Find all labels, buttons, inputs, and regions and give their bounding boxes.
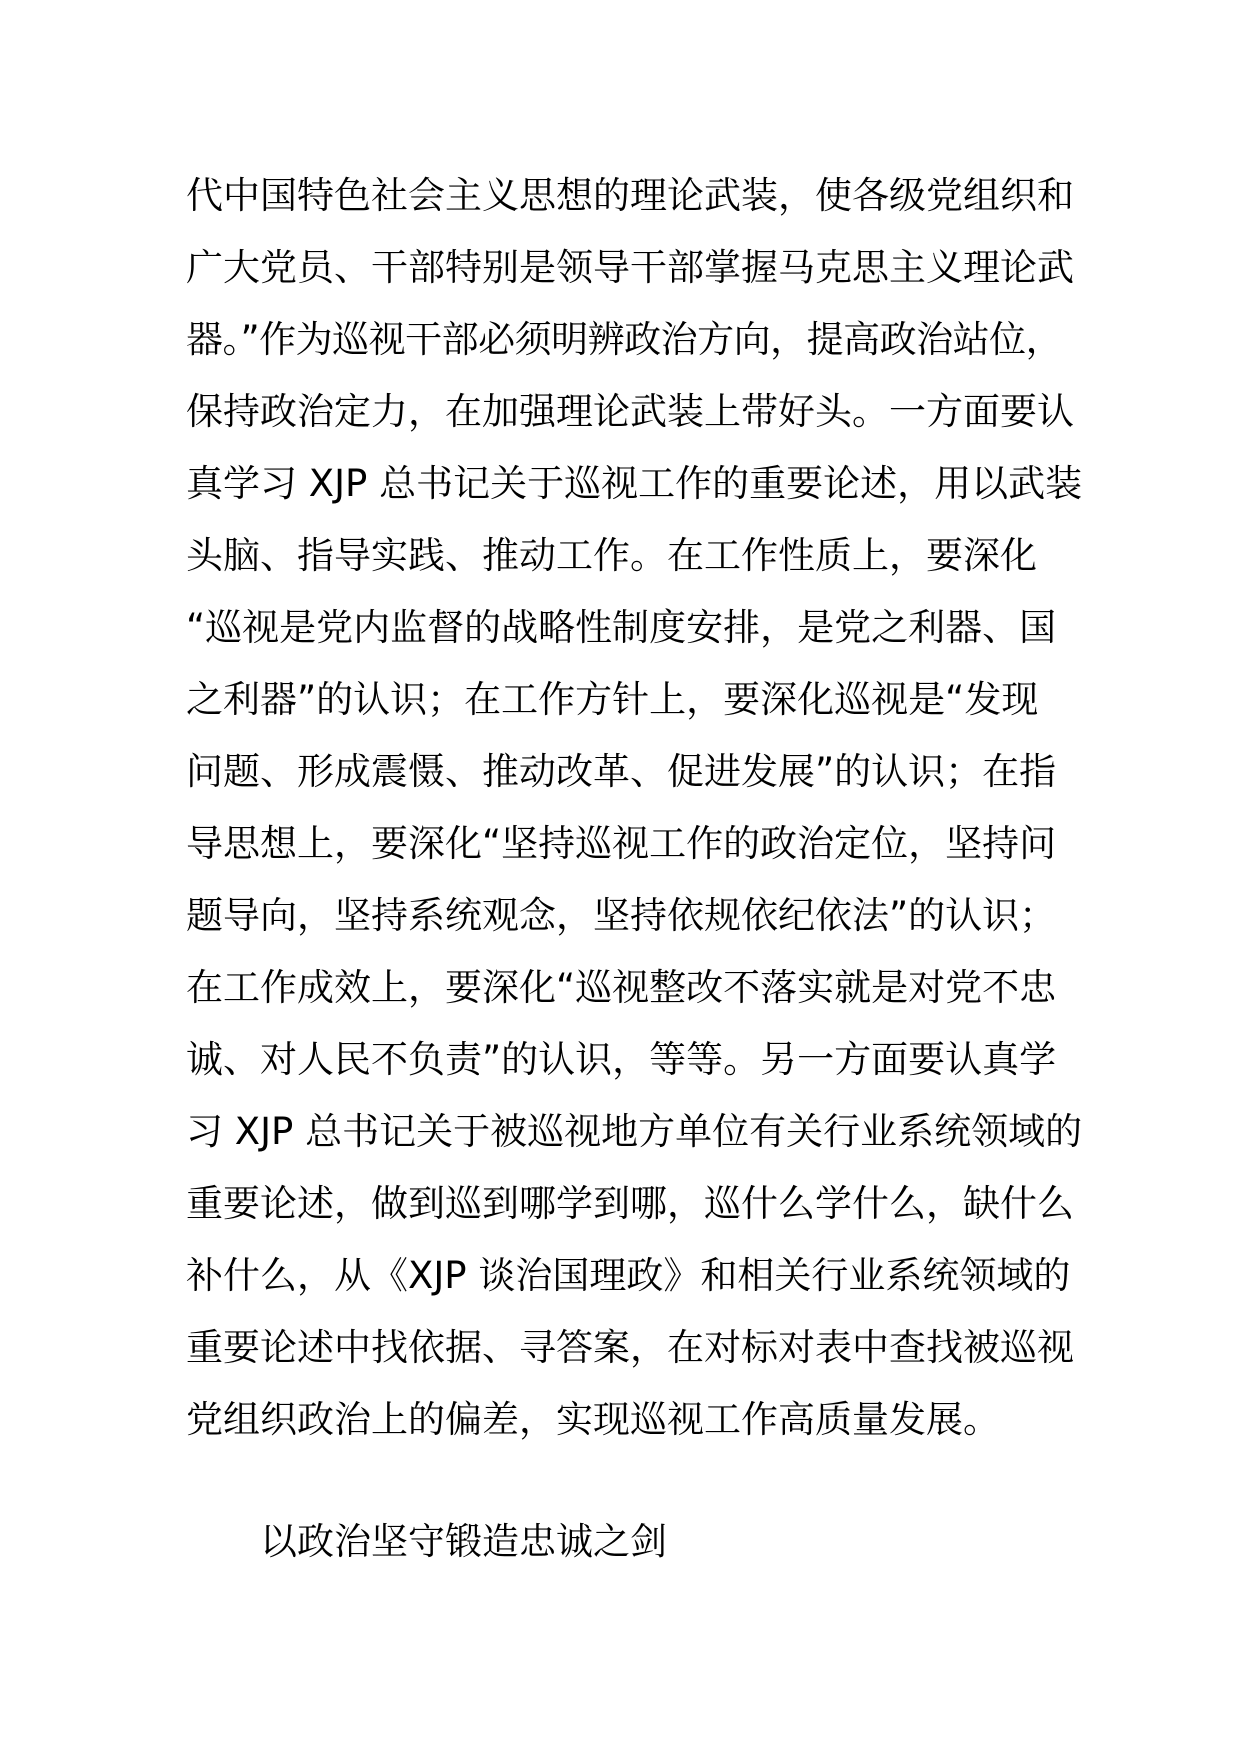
paragraph-line: 重要论述中找依据、寻答案，在对标对表中查找被巡视 <box>186 1326 1074 1369</box>
paragraph-line: 重要论述，做到巡到哪学到哪，巡什么学什么，缺什么 <box>186 1182 1074 1225</box>
paragraph-line: 问题、形成震慑、推动改革、促进发展”的认识；在指 <box>186 750 1057 793</box>
section-heading: 以政治坚守锻造忠诚之剑 <box>260 1520 667 1563</box>
paragraph-line: 头脑、指导实践、推动工作。在工作性质上，要深化 <box>186 534 1037 577</box>
paragraph-line: 在工作成效上，要深化“巡视整改不落实就是对党不忠 <box>186 966 1057 1009</box>
paragraph-line: 题导向，坚持系统观念，坚持依规依纪依法”的认识； <box>186 894 1057 937</box>
paragraph-line: “巡视是党内监督的战略性制度安排，是党之利器、国 <box>186 606 1057 649</box>
paragraph-line: 补什么，从《XJP 谈治国理政》和相关行业系统领域的 <box>186 1254 1071 1297</box>
paragraph-line: 之利器”的认识；在工作方针上，要深化巡视是“发现 <box>186 678 1039 721</box>
paragraph-line: 器。”作为巡视干部必须明辨政治方向，提高政治站位， <box>186 318 1063 361</box>
paragraph-line: 代中国特色社会主义思想的理论武装，使各级党组织和 <box>186 174 1074 217</box>
paragraph-line: 广大党员、干部特别是领导干部掌握马克思主义理论武 <box>186 246 1074 289</box>
paragraph-line: 真学习 XJP 总书记关于巡视工作的重要论述，用以武装 <box>186 462 1083 505</box>
paragraph-line: 保持政治定力，在加强理论武装上带好头。一方面要认 <box>186 390 1074 433</box>
paragraph-line: 习 XJP 总书记关于被巡视地方单位有关行业系统领域的 <box>186 1110 1083 1153</box>
paragraph-line: 党组织政治上的偏差，实现巡视工作高质量发展。 <box>186 1398 1000 1441</box>
paragraph-line: 诚、对人民不负责”的认识，等等。另一方面要认真学 <box>186 1038 1057 1081</box>
paragraph-line: 导思想上，要深化“坚持巡视工作的政治定位，坚持问 <box>186 822 1057 865</box>
